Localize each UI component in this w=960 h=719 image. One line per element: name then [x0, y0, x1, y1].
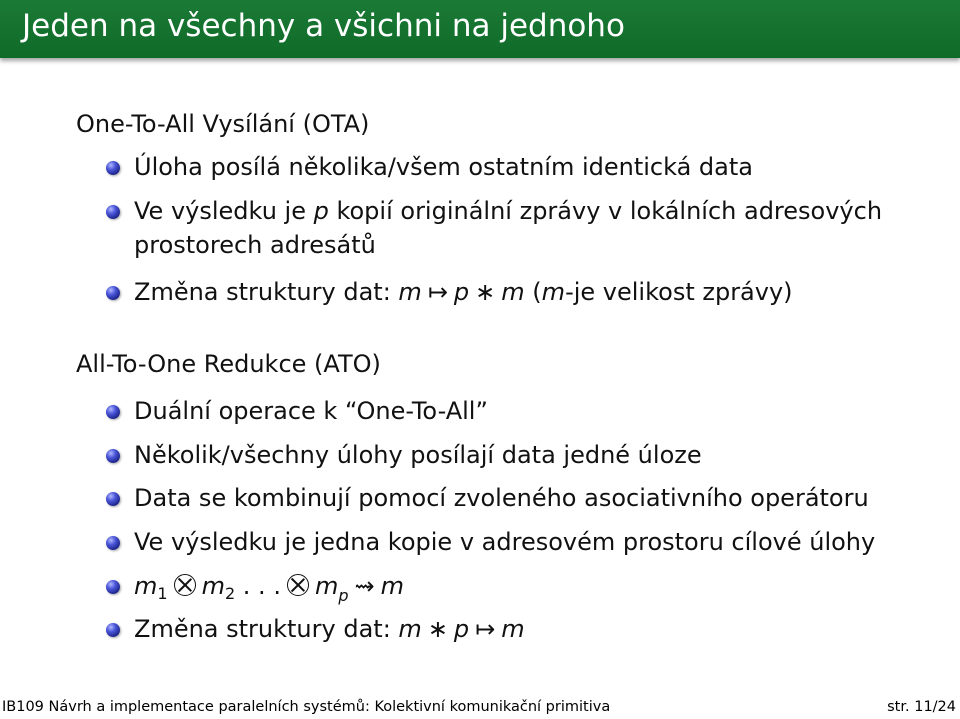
section-heading-ota: One-To-All Vysílání (OTA) — [76, 110, 370, 138]
list-item-text: Úloha posílá několika/všem ostatním identická data — [134, 153, 753, 181]
bullet-icon — [106, 580, 120, 594]
list-item-text: Ve výsledku je p kopií originální zprávy v lokálních adresových — [134, 197, 883, 225]
list-item-text: Změna struktury dat: m ↦ p ∗ m (m-je velikost zprávy) — [134, 278, 793, 306]
bullet-icon — [106, 405, 120, 419]
otimes-icon — [287, 574, 309, 596]
footer-course-title: IB109 Návrh a implementace paralelních systémů: Kolektivní komunikační primitiva — [2, 699, 611, 715]
list-item-text: Data se kombinují pomocí zvoleného asociativního operátoru — [134, 484, 869, 512]
otimes-icon — [174, 574, 196, 596]
bullet-icon — [106, 161, 120, 175]
list-item-text: Několik/všechny úlohy posílají data jedné úloze — [134, 441, 702, 469]
list-item-text: Ve výsledku je jedna kopie v adresovém prostoru cílové úlohy — [134, 528, 876, 556]
bullet-icon — [106, 536, 120, 550]
section-heading-ato: All-To-One Redukce (ATO) — [76, 350, 381, 378]
bullet-icon — [106, 492, 120, 506]
slide-title: Jeden na všechny a všichni na jednoho — [22, 8, 625, 44]
list-item-continuation: prostorech adresátů — [134, 231, 376, 259]
footer-page-number: str. 11/24 — [887, 699, 956, 715]
list-item-text: Duální operace k “One-To-All” — [134, 397, 488, 425]
bullet-icon — [106, 205, 120, 219]
bullet-icon — [106, 449, 120, 463]
list-item-text: $m_1$ $m_2$ . . . $m_p$ ⇝ m — [134, 572, 404, 605]
bullet-icon — [106, 286, 120, 300]
list-item-text: Změna struktury dat: m ∗ p ↦ m — [134, 615, 525, 643]
slide-title-bar — [0, 0, 960, 58]
bullet-icon — [106, 623, 120, 637]
slide-footer — [0, 696, 960, 719]
